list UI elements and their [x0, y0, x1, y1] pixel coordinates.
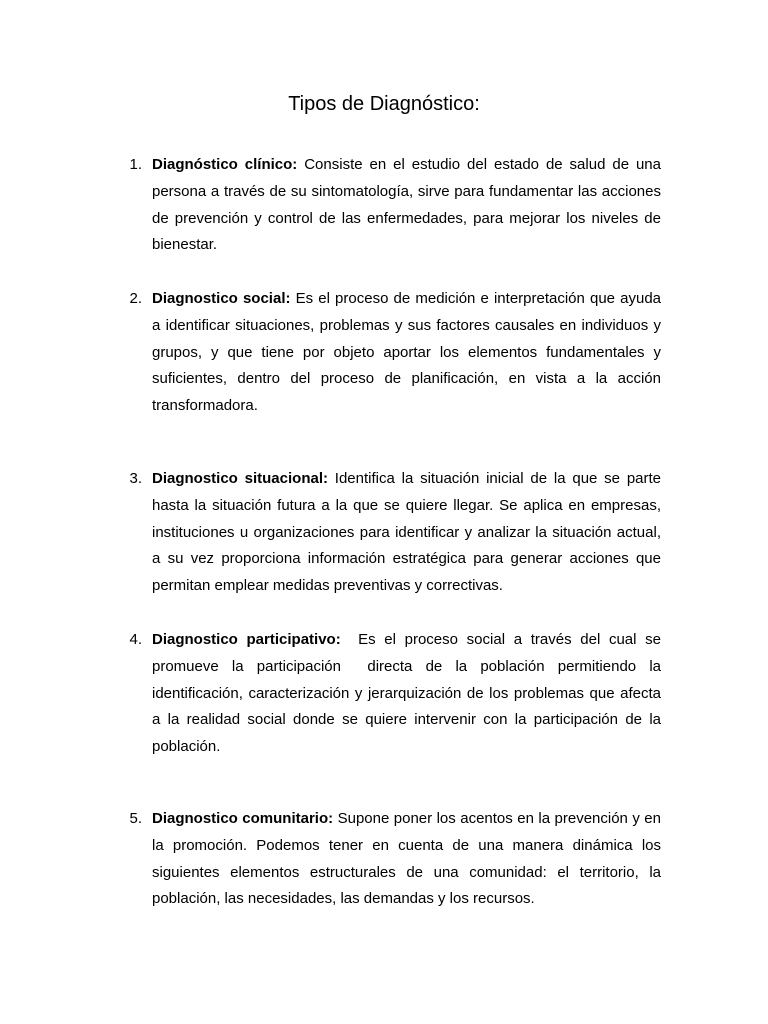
- list-item-body: Identifica la situación inicial de la que se parte hasta la situación futura a la que se quiere llegar. Se aplica en empresas, instituciones u organizaciones para identificar y analizar la situación actual, a su vez proporciona información estratégica para generar acciones que permitan emplear medidas preventivas y correctivas.: [152, 470, 662, 595]
- list-item-term: Diagnostico comunitario:: [152, 810, 334, 827]
- list-item-paragraph: [152, 152, 661, 259]
- list-item-term: Diagnóstico clínico:: [152, 156, 298, 173]
- list-item-body: Consiste en el estudio del estado de salud de una persona a través de su sintomatología, sirve para fundamentar las acciones de prevención y control de las enfermedades, para mejorar los niveles de bienestar.: [152, 156, 661, 254]
- list-item-number: 3.: [129, 470, 142, 487]
- list-item-body: Es el proceso social a través del cual se promueve la participación directa de la población permitiendo la identificación, caracterización y jerarquización de los problemas que afecta a la realidad social donde se quiere intervenir con la participación de la población.: [152, 631, 666, 756]
- list-item-number: 1.: [129, 156, 142, 173]
- list-item-number: 2.: [129, 290, 142, 307]
- list-item-body: Es el proceso de medición e interpretación que ayuda a identificar situaciones, problemas y sus factores causales en individuos y grupos, y que tiene por objeto aportar los elementos fundamentales y suficientes, dentro del proceso de planificación, en vista a la acción transformadora.: [152, 290, 662, 415]
- page-title: Tipos de Diagnóstico:: [288, 93, 480, 115]
- list-item-term: Diagnostico participativo:: [152, 631, 341, 648]
- list-item-term: Diagnostico social:: [152, 290, 291, 307]
- list-item-term: Diagnostico situacional:: [152, 470, 328, 487]
- list-item-number: 4.: [129, 631, 142, 648]
- list-item-body: Supone poner los acentos en la prevención y en la promoción. Podemos tener en cuenta de una manera dinámica los siguientes elementos estructurales de una comunidad: el territorio, la población, las necesidades, las demandas y los recursos.: [152, 810, 661, 908]
- list-item-paragraph: [152, 627, 666, 761]
- list-item-number: 5.: [129, 810, 142, 827]
- list-item-paragraph: [152, 806, 661, 913]
- list-item-paragraph: [152, 286, 661, 420]
- list-item-paragraph: [152, 466, 661, 600]
